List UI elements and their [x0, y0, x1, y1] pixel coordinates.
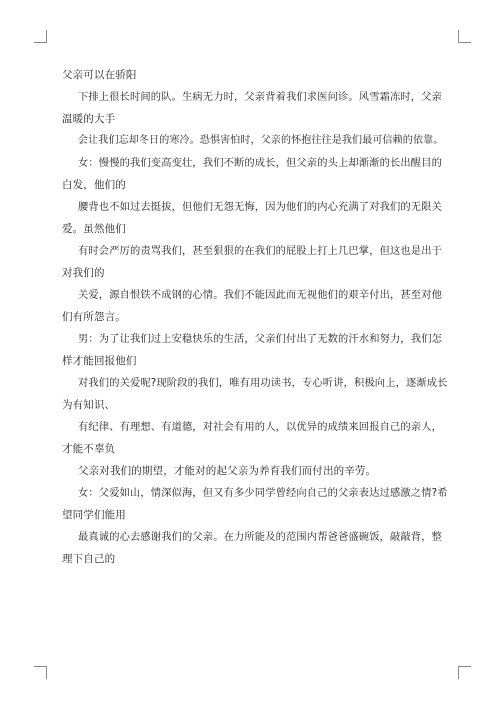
- line-text: 关爱，源自恨铁不成钢的心情。我们不能因此而无视他们的艰辛付出，甚至对他: [78, 289, 443, 301]
- text-line: [62, 526, 448, 548]
- text-line: [62, 394, 448, 416]
- line-text: 下排上很长时间的队。生病无力时，父亲背着我们求医问诊。风雪霜冻时，父亲: [78, 91, 443, 103]
- text-line: [62, 218, 448, 240]
- text-line: [62, 548, 448, 570]
- text-line: [62, 240, 448, 262]
- text-line: [62, 130, 448, 152]
- text-line: [62, 108, 448, 130]
- line-text: 才能不辜负: [62, 443, 116, 455]
- text-line: [62, 372, 448, 394]
- crop-mark-bottom-right: [458, 666, 471, 679]
- line-text: 女：父爱如山，情深似海，但又有多少同学曾经向自己的父亲表达过感激之情?希: [78, 487, 448, 499]
- line-text: 为有知识、: [62, 399, 116, 411]
- crop-mark-top-left: [34, 30, 47, 43]
- text-line: [62, 86, 448, 108]
- line-text: 温暖的大手: [62, 113, 116, 125]
- line-text: 会让我们忘却冬日的寒冷。恐惧害怕时，父亲的怀抱往往是我们最可信赖的依靠。: [78, 135, 444, 146]
- line-text: 父亲可以在骄阳: [62, 69, 137, 81]
- line-text: 爱。虽然他们: [62, 223, 126, 235]
- text-line: [62, 328, 448, 350]
- crop-mark-bottom-left: [34, 666, 47, 679]
- line-text: 有时会严厉的责骂我们，甚至狠狠的在我们的屁股上打上几巴掌，但这也是出于: [78, 245, 443, 257]
- line-text: 女：慢慢的我们变高变壮，我们不断的成长，但父亲的头上却渐渐的长出醒目的: [78, 157, 443, 169]
- line-text: 男：为了让我们过上安稳快乐的生活，父亲们付出了无数的汗水和努力，我们怎: [78, 333, 443, 345]
- crop-mark-top-right: [458, 30, 471, 43]
- line-text: 理下自己的: [62, 553, 116, 565]
- text-line: [62, 174, 448, 196]
- line-text: 腰背也不如过去挺拔，但他们无怨无悔，因为他们的内心充满了对我们的无限关: [78, 201, 443, 213]
- line-text: 父亲对我们的期望，才能对的起父亲为养育我们而付出的辛劳。: [78, 465, 377, 477]
- line-text: 对我们的关爱呢?现阶段的我们，唯有用功读书，专心听讲，积极向上，逐渐成长: [78, 377, 448, 389]
- text-line: [62, 306, 448, 328]
- text-line: [62, 64, 448, 86]
- text-line: [62, 284, 448, 306]
- text-line: [62, 504, 448, 526]
- text-line: [62, 482, 448, 504]
- text-line: [62, 262, 448, 284]
- line-text: 白发，他们的: [62, 179, 126, 191]
- line-text: 有纪律、有理想、有道德，对社会有用的人，以优异的成绩来回报自己的亲人，: [78, 421, 443, 433]
- text-line: [62, 196, 448, 218]
- document-body: [62, 64, 448, 570]
- text-line: [62, 460, 448, 482]
- text-line: [62, 416, 448, 438]
- line-text: 样才能回报他们: [62, 355, 137, 367]
- line-text: 对我们的: [62, 267, 105, 279]
- line-text: 最真诚的心去感谢我们的父亲。在力所能及的范围内帮爸爸盛碗饭，敲敲背，整: [78, 531, 443, 543]
- text-line: [62, 350, 448, 372]
- line-text: 们有所怨言。: [62, 311, 126, 323]
- line-text: 望同学们能用: [62, 509, 126, 521]
- text-line: [62, 152, 448, 174]
- text-line: [62, 438, 448, 460]
